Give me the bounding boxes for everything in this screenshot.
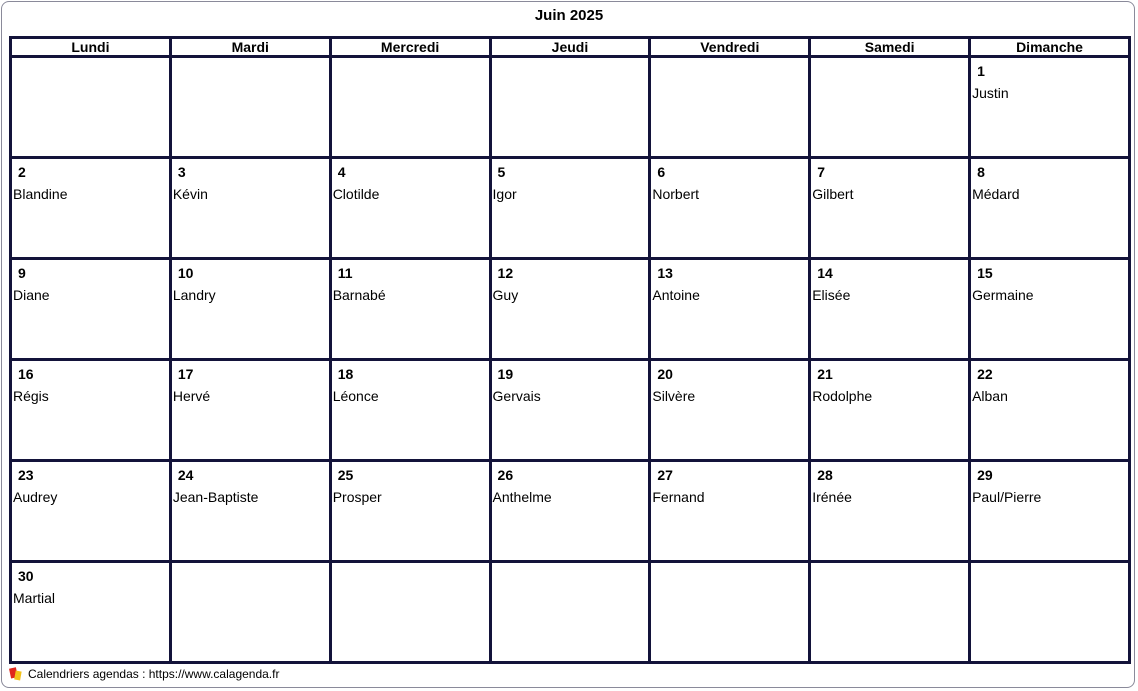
- saint-name: Irénée: [812, 489, 852, 505]
- day-number: 7: [817, 164, 826, 180]
- day-cell: [490, 360, 650, 461]
- day-cell: [330, 360, 490, 461]
- day-cell: [170, 360, 330, 461]
- saint-name: Germaine: [972, 287, 1034, 303]
- saint-name: Fernand: [652, 489, 705, 505]
- day-cell: [650, 57, 810, 158]
- day-cell: [810, 360, 970, 461]
- day-number: 21: [817, 366, 833, 382]
- day-cell: [11, 461, 171, 562]
- day-number: 29: [977, 467, 993, 483]
- saint-name: Médard: [972, 186, 1020, 202]
- week-row: [11, 259, 1130, 360]
- week-row: [11, 461, 1130, 562]
- day-number: 19: [497, 366, 514, 382]
- day-cell: [970, 259, 1130, 360]
- saint-name: Guy: [492, 287, 519, 303]
- weekday-header-row: [11, 38, 1130, 57]
- saint-name: Blandine: [13, 186, 68, 202]
- day-cell: [490, 57, 650, 158]
- day-number: 12: [497, 265, 514, 281]
- weekday-saturday: Samedi: [810, 38, 970, 57]
- day-cell: [11, 158, 171, 259]
- day-cell: [490, 259, 650, 360]
- calendar-grid: [9, 36, 1131, 664]
- footer-text: Calendriers agendas : https://www.calagenda.fr: [28, 667, 280, 681]
- saint-name: Martial: [13, 590, 56, 606]
- day-cell: [11, 57, 171, 158]
- saint-name: Audrey: [13, 489, 58, 505]
- saint-name: Elisée: [812, 287, 851, 303]
- day-number: 25: [337, 467, 354, 483]
- day-cell: [650, 562, 810, 663]
- day-number: 20: [657, 366, 673, 382]
- saint-name: Barnabé: [332, 287, 386, 303]
- day-number: 30: [18, 568, 34, 584]
- saint-name: Gervais: [492, 388, 541, 404]
- day-cell: [970, 461, 1130, 562]
- weekday-friday: Vendredi: [650, 38, 810, 57]
- weekday-wednesday: Mercredi: [330, 38, 490, 57]
- day-number: 15: [977, 265, 993, 281]
- day-cell: [970, 562, 1130, 663]
- saint-name: Jean-Baptiste: [172, 489, 259, 505]
- day-number: 1: [977, 63, 985, 79]
- day-number: 9: [18, 265, 26, 281]
- day-cell: [330, 259, 490, 360]
- day-number: 8: [977, 164, 985, 180]
- saint-name: Justin: [972, 85, 1009, 101]
- saint-name: Hervé: [172, 388, 211, 404]
- saint-name: Kévin: [172, 186, 208, 202]
- day-cell: [11, 562, 171, 663]
- day-number: 4: [337, 164, 346, 180]
- saint-name: Antoine: [652, 287, 700, 303]
- day-number: 28: [817, 467, 833, 483]
- day-cell: [170, 461, 330, 562]
- day-cell: [970, 158, 1130, 259]
- saint-name: Clotilde: [332, 186, 380, 202]
- day-number: 22: [977, 366, 993, 382]
- day-cell: [810, 461, 970, 562]
- day-cell: [650, 259, 810, 360]
- day-cell: [810, 57, 970, 158]
- day-number: 3: [177, 164, 186, 180]
- day-number: 11: [337, 265, 353, 281]
- day-number: 26: [497, 467, 514, 483]
- day-cell: [810, 158, 970, 259]
- day-cell: [490, 562, 650, 663]
- day-cell: [490, 461, 650, 562]
- day-cell: [330, 461, 490, 562]
- week-row: [11, 360, 1130, 461]
- saint-name: Diane: [13, 287, 50, 303]
- day-cell: [170, 259, 330, 360]
- saint-name: Silvère: [652, 388, 696, 404]
- day-number: 27: [657, 467, 673, 483]
- day-number: 18: [337, 366, 354, 382]
- day-number: 13: [657, 265, 673, 281]
- day-cell: [330, 57, 490, 158]
- day-cell: [170, 158, 330, 259]
- weekday-tuesday: Mardi: [170, 38, 330, 57]
- page-title: Juin 2025: [534, 7, 604, 24]
- day-number: 5: [497, 164, 506, 180]
- day-cell: [650, 461, 810, 562]
- day-cell: [810, 259, 970, 360]
- saint-name: Rodolphe: [812, 388, 873, 404]
- week-row: [11, 158, 1130, 259]
- day-cell: [650, 360, 810, 461]
- saint-name: Prosper: [332, 489, 382, 505]
- saint-name: Léonce: [332, 388, 379, 404]
- day-number: 6: [657, 164, 666, 180]
- weekday-monday: Lundi: [11, 38, 171, 57]
- day-number: 23: [18, 467, 34, 483]
- saint-name: Paul/Pierre: [972, 489, 1042, 505]
- day-cell: [810, 562, 970, 663]
- footer: [9, 666, 279, 682]
- saint-name: Igor: [492, 186, 517, 202]
- weekday-sunday: Dimanche: [970, 38, 1130, 57]
- weekday-thursday: Jeudi: [490, 38, 650, 57]
- saint-name: Anthelme: [492, 489, 552, 505]
- saint-name: Régis: [13, 388, 49, 404]
- week-row: [11, 562, 1130, 663]
- day-cell: [970, 57, 1130, 158]
- day-number: 17: [177, 366, 194, 382]
- day-number: 10: [177, 265, 194, 281]
- day-number: 2: [18, 164, 26, 180]
- day-cell: [11, 259, 171, 360]
- day-cell: [170, 57, 330, 158]
- day-cell: [650, 158, 810, 259]
- week-row: [11, 57, 1130, 158]
- day-cell: [11, 360, 171, 461]
- day-cell: [490, 158, 650, 259]
- saint-name: Norbert: [652, 186, 700, 202]
- day-number: 14: [817, 265, 833, 281]
- day-number: 24: [177, 467, 194, 483]
- day-cell: [330, 158, 490, 259]
- calagenda-logo-icon: [9, 667, 23, 681]
- day-number: 16: [18, 366, 34, 382]
- day-cell: [970, 360, 1130, 461]
- saint-name: Alban: [972, 388, 1008, 404]
- day-cell: [170, 562, 330, 663]
- day-cell: [330, 562, 490, 663]
- saint-name: Gilbert: [812, 186, 854, 202]
- saint-name: Landry: [172, 287, 216, 303]
